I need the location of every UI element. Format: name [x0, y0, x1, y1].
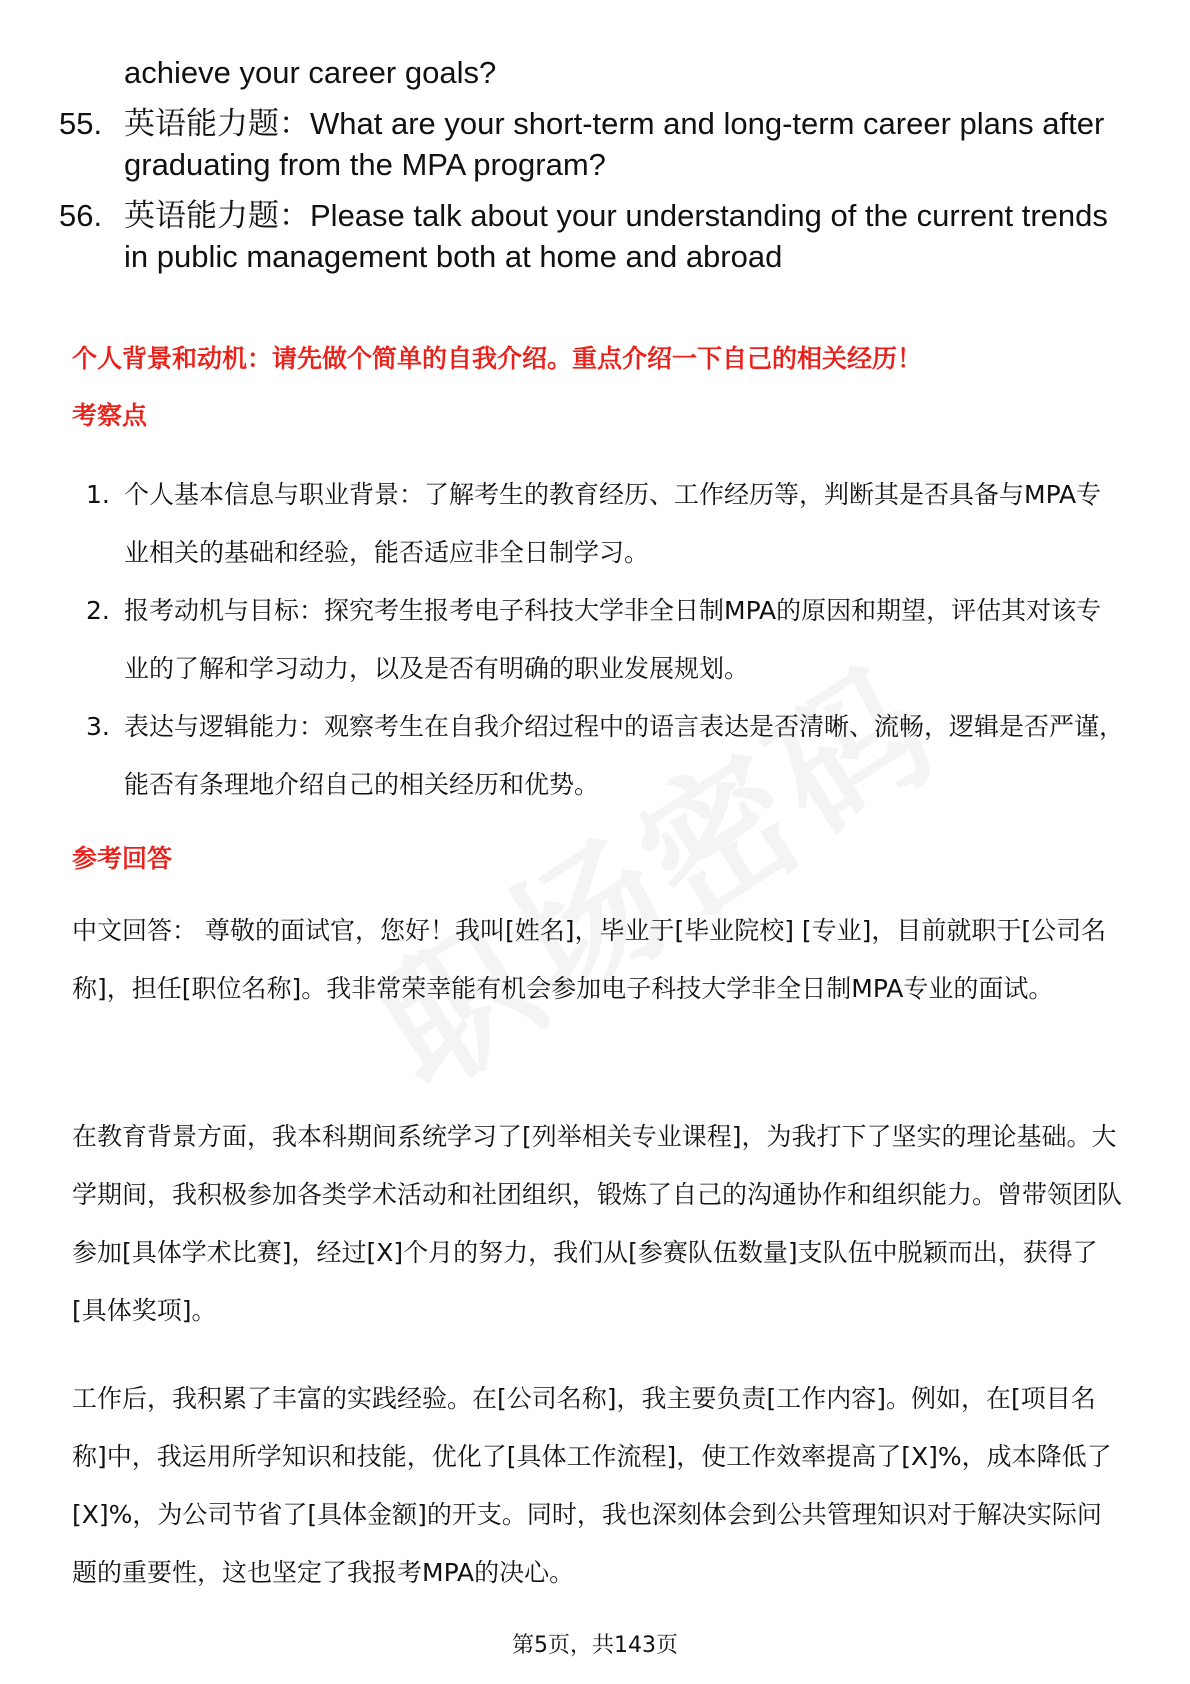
answer-paragraph: 在教育背景方面，我本科期间系统学习了[列举相关专业课程]，为我打下了坚实的理论基础。大学期间，我积极参加各类学术活动和社团组织，锻炼了自己的沟通协作和组织能力。曾带领团队参加[具体学术比赛]，经过[X]个月的努力，我们从[参赛队伍数量]支队伍中脱颖而出，获得了[具体奖项]。 [72, 1122, 1123, 1325]
question-continuation [0, 52, 1190, 93]
question-number: 56. [59, 198, 103, 233]
question-number: 55. [59, 106, 103, 141]
point-text: 个人基本信息与职业背景：了解考生的教育经历、工作经历等，判断其是否具备与MPA专业相关的基础和经验，能否适应非全日制学习。 [124, 480, 1102, 567]
question-text: What are your short-term and long-term career plans after graduating from the MPA program? [124, 106, 1105, 182]
focus-point [0, 698, 1190, 814]
question-label: 英语能力题： [124, 198, 310, 233]
point-text: 报考动机与目标：探究考生报考电子科技大学非全日制MPA的原因和期望，评估其对该专业的了解和学习动力，以及是否有明确的职业发展规划。 [124, 596, 1102, 683]
answer-paragraph: 工作后，我积累了丰富的实践经验。在[公司名称]，我主要负责[工作内容]。例如，在[项目名称]中，我运用所学知识和技能，优化了[具体工作流程]，使工作效率提高了[X]%，成本降低了[X]%，为公司节省了[具体金额]的开支。同时，我也深刻体会到公共管理知识对于解决实际问题的重要性，这也坚定了我报考MPA的决心。 [72, 1384, 1112, 1587]
point-number: 2. [86, 596, 110, 625]
focus-point [0, 582, 1190, 698]
question-item [0, 103, 1190, 185]
question-body [124, 103, 1114, 185]
question-list [0, 52, 1190, 277]
answer-paragraph: 中文回答： 尊敬的面试官，您好！我叫[姓名]，毕业于[毕业院校] [专业]，目前就职于[公司名称]，担任[职位名称]。我非常荣幸能有机会参加电子科技大学非全日制MPA专业的面试。 [72, 916, 1107, 1003]
point-text: 表达与逻辑能力：观察考生在自我介绍过程中的语言表达是否清晰、流畅，逻辑是否严谨，能否有条理地介绍自己的相关经历和优势。 [124, 712, 1125, 799]
question-text: Please talk about your understanding of the current trends in public management both at home and abroad [124, 198, 1108, 274]
question-item [0, 195, 1190, 277]
question-body [124, 195, 1114, 277]
page-footer: 第5页，共143页 [512, 1633, 678, 1658]
focus-point-list [0, 466, 1190, 814]
section-title: 个人背景和动机：请先做个简单的自我介绍。重点介绍一下自己的相关经历！ [72, 344, 923, 373]
question-text: achieve your career goals? [124, 55, 497, 90]
point-number: 1. [86, 480, 110, 509]
focus-heading: 考察点 [72, 401, 148, 430]
point-number: 3. [86, 712, 110, 741]
focus-point [0, 466, 1190, 582]
reference-heading: 参考回答 [72, 844, 173, 873]
question-label: 英语能力题： [124, 106, 310, 141]
